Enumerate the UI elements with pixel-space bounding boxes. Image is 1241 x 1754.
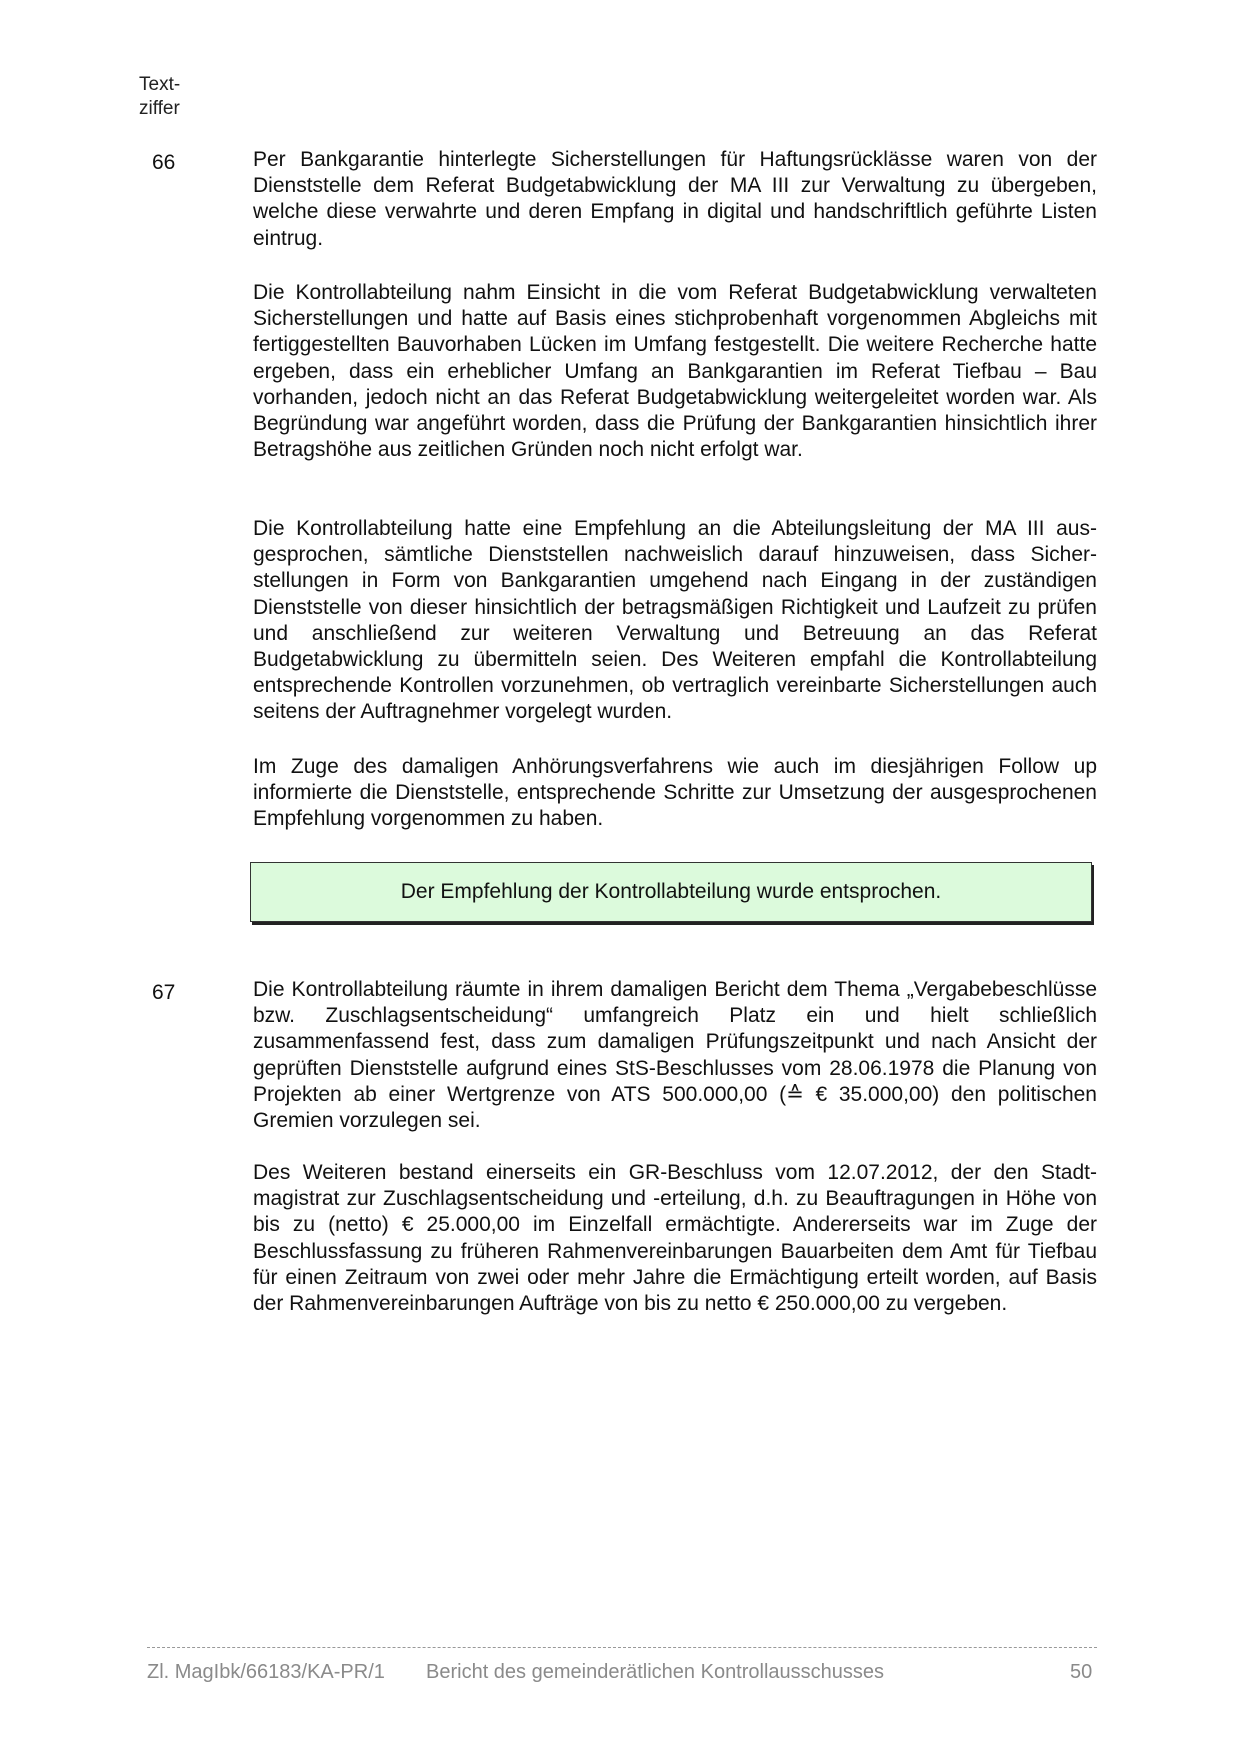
section-number: 67 (152, 981, 176, 1004)
paragraph: Die Kontrollabteilung räumte in ihrem damaligen Bericht dem Thema „Vergabebeschlüsse bzw. Zuschlagsentscheidung“ umfangreich Platz ein und hielt schließlich zusammenfassend fest, dass zum damaligen Prüfungszeitpunkt und nach Ansicht der geprüften Dienststelle aufgrund eines StS-Beschlusses vom 28.06.1978 die Planung von Projekten ab einer Wertgrenze von ATS 500.000,00 (≙ € 35.000,00) den politischen Gremien vorzulegen sei. (253, 978, 1097, 1133)
page-number: 50 (1070, 1661, 1093, 1683)
result-box (250, 862, 1092, 922)
section-number: 66 (152, 151, 176, 174)
paragraph: Per Bankgarantie hinterlegte Sicherstellungen für Haftungsrücklässe waren von der Dienststelle dem Referat Budgetabwicklung der MA III zur Verwaltung zu übergeben, welche diese verwahrte und deren Empfang in digital und handschriftlich geführte Listen eintrug. (253, 148, 1097, 250)
footer-title: Bericht des gemeinderätlichen Kontrollausschusses (426, 1661, 885, 1683)
paragraph: Die Kontrollabteilung hatte eine Empfehlung an die Abteilungsleitung der MA III ausgesprochen, sämtliche Dienststellen nachweislich darauf hinzuweisen, dass Sicherstellungen in Form von Bankgarantien umgehend nach Eingang in der zuständigen Dienststelle von dieser hinsichtlich der betragsmäßigen Richtigkeit und Laufzeit zu prüfen und anschließend zur weiteren Verwaltung und Betreuung an das Referat Budgetabwicklung zu übermitteln seien. Des Weiteren empfahl die Kontrollabteilung entsprechende Kontrollen vorzunehmen, ob vertraglich vereinbarte Sicherstellungen auch seitens der Auftragnehmer vorgelegt wurden. (253, 517, 1097, 724)
footer-divider (147, 1647, 1097, 1648)
paragraph: Im Zuge des damaligen Anhörungsverfahrens wie auch im diesjährigen Follow up informierte die Dienststelle, entsprechende Schritte zur Umsetzung der ausgesprochenen Empfehlung vorgenommen zu haben. (253, 755, 1097, 831)
result-text: Der Empfehlung der Kontrollabteilung wurde entsprochen. (400, 880, 942, 903)
paragraph: Die Kontrollabteilung nahm Einsicht in die vom Referat Budgetabwicklung verwalteten Sicherstellungen und hatte auf Basis eines stichprobenhaft vorgenommen Abgleichs mit fertiggestellten Bauvorhaben Lücken im Umfang festgestellt. Die weitere Recherche hatte ergeben, dass ein erheblicher Umfang an Bankgarantien im Referat Tiefbau – Bau vorhanden, jedoch nicht an das Referat Budgetabwicklung weitergeleitet worden war. Als Begründung war angeführt worden, dass die Prüfung der Bankgarantien hinsichtlich ihrer Betragshöhe aus zeitlichen Gründen noch nicht erfolgt war. (253, 281, 1097, 462)
paragraph: Des Weiteren bestand einerseits ein GR-Beschluss vom 12.07.2012, der den Stadtmagistrat zur Zuschlagsentscheidung und -erteilung, d.h. zu Beauftragungen in Höhe von bis zu (netto) € 25.000,00 im Einzelfall ermächtigte. Andererseits war im Zuge der Beschlussfassung zu früheren Rahmenvereinbarungen Bauarbeiten dem Amt für Tiefbau für einen Zeitraum von zwei oder mehr Jahre die Ermächtigung erteilt worden, auf Basis der Rahmenvereinbarungen Aufträge von bis zu netto € 250.000,00 zu vergeben. (253, 1161, 1097, 1316)
margin-label-textziffer: Text- ziffer (139, 74, 181, 119)
footer-reference: Zl. MagIbk/66183/KA-PR/1 (147, 1661, 385, 1683)
